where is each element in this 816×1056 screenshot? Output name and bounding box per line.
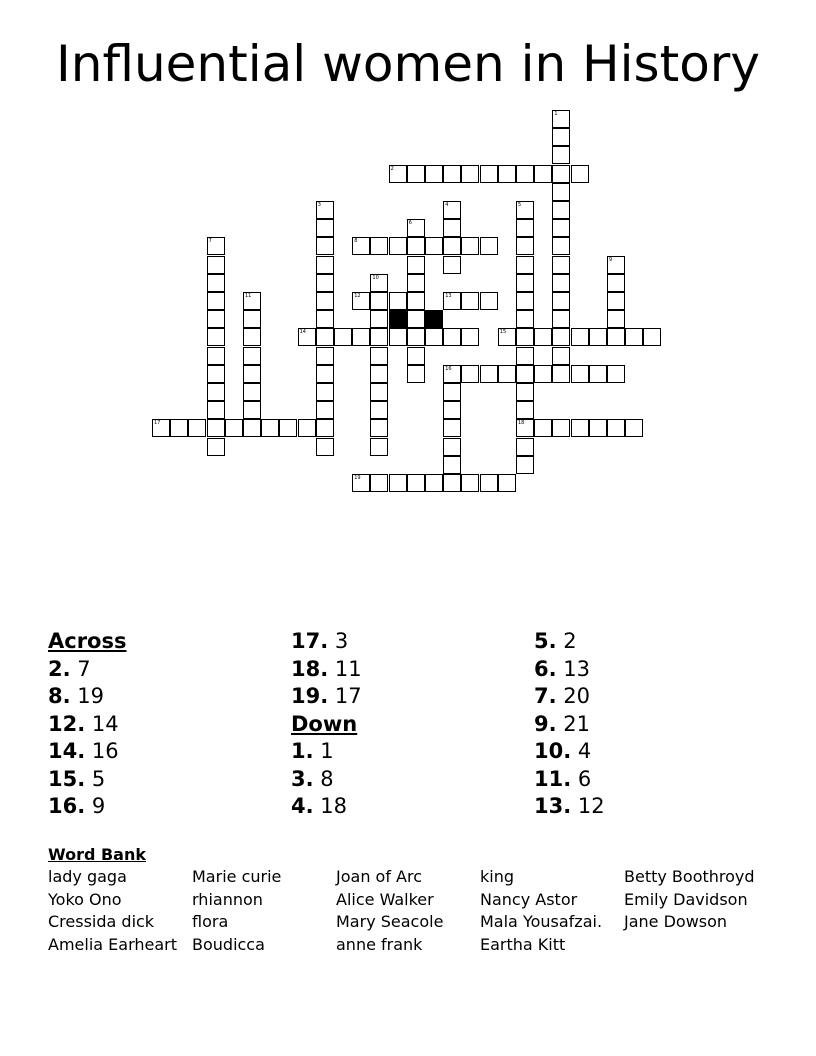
grid-cell[interactable] [370,347,388,365]
grid-cell[interactable] [425,237,443,255]
word-bank-word: Mary Seacole [336,912,444,932]
word-bank-word: rhiannon [192,889,263,909]
grid-cell[interactable] [370,274,388,292]
clue-text: 1 [320,739,334,763]
cell-number: 16 [445,365,452,372]
grid-cell[interactable] [461,474,479,492]
grid-cell[interactable] [480,365,498,383]
grid-cell[interactable] [643,328,661,346]
clue [48,683,126,711]
word-bank-word: Joan of Arc [336,867,423,886]
grid-cell[interactable] [443,292,461,310]
grid-cell[interactable] [370,310,388,328]
grid-cell[interactable] [425,165,443,183]
grid-cell[interactable] [407,274,425,292]
word-bank-word: Jane Dowson [624,912,728,932]
grid-cell[interactable] [352,474,370,492]
grid-cell[interactable] [552,183,570,201]
clue-text: 19 [77,684,105,708]
word-bank-word: Yoko Ono [48,889,122,909]
grid-cell[interactable] [571,365,589,383]
grid-cell[interactable] [607,274,625,292]
grid-cell[interactable] [443,383,461,401]
grid-cell[interactable] [625,419,643,437]
grid-cell[interactable] [552,328,570,346]
grid-cell[interactable] [552,201,570,219]
grid-cell[interactable] [480,292,498,310]
grid-cell[interactable] [516,419,534,437]
word-bank-column [336,866,443,956]
grid-cell[interactable] [370,419,388,437]
grid-cell[interactable] [207,383,225,401]
clue-text: 16 [91,739,119,763]
grid-cell[interactable] [516,456,534,474]
grid-cell[interactable] [443,165,461,183]
grid-cell[interactable] [534,365,552,383]
grid-cell[interactable] [552,146,570,164]
clue-text: 6 [577,766,592,791]
grid-cell[interactable] [516,328,534,346]
grid-cell[interactable] [316,365,334,383]
grid-cell[interactable] [370,401,388,419]
grid-cell[interactable] [552,237,570,255]
word-bank-column [624,866,755,934]
clue [48,793,126,821]
grid-cell[interactable] [443,201,461,219]
grid-cell[interactable] [607,310,625,328]
word-bank-word: Boudicca [192,934,265,954]
grid-cell[interactable] [516,401,534,419]
grid-cell[interactable] [480,474,498,492]
grid-cell[interactable] [461,237,479,255]
clue-number: 15. [48,766,86,791]
grid-cell[interactable] [298,328,316,346]
word-bank-word: Marie curie [192,867,282,886]
grid-cell[interactable] [443,219,461,237]
cell-number: 13 [445,293,452,299]
cell-number: 12 [354,293,361,299]
grid-cell[interactable] [352,237,370,255]
grid-cell[interactable] [552,274,570,292]
grid-cell[interactable] [552,419,570,437]
clue-number: 6. [534,656,557,681]
grid-cell[interactable] [552,347,570,365]
clue [291,738,362,766]
grid-cell[interactable] [480,237,498,255]
word-bank-column [480,866,602,956]
grid-cell[interactable] [589,365,607,383]
grid-cell[interactable] [443,419,461,437]
grid-cell[interactable] [316,310,334,328]
grid-cell[interactable] [188,419,206,437]
clue-text: 17 [334,684,362,708]
down-heading: Down [291,711,358,736]
grid-cell[interactable] [370,383,388,401]
cell-number: 9 [609,256,613,263]
grid-cell[interactable] [225,419,243,437]
grid-cell[interactable] [207,328,225,346]
grid-cell[interactable] [534,328,552,346]
grid-cell[interactable] [516,365,534,383]
clue-number: 7. [534,684,557,708]
grid-cell[interactable] [316,237,334,255]
clue-number: 18. [291,656,329,681]
grid-cell[interactable] [516,165,534,183]
clue [48,738,126,766]
grid-cell[interactable] [316,219,334,237]
cell-number: 3 [317,202,321,208]
grid-cell[interactable] [552,292,570,310]
grid-cell[interactable] [243,310,261,328]
clue-text: 20 [563,684,591,708]
clue-number: 3. [291,766,314,791]
grid-cell[interactable] [407,310,425,328]
grid-cell[interactable] [370,328,388,346]
word-bank-word: Amelia Earheart [48,934,178,954]
grid-cell[interactable] [516,383,534,401]
clue [534,793,605,821]
word-bank-title: Word Bank [48,845,147,864]
page-title: Influential women in History [56,35,760,93]
grid-cell[interactable] [443,456,461,474]
word-bank-word: Alice Walker [336,889,434,909]
grid-cell[interactable] [316,438,334,456]
grid-cell[interactable] [316,328,334,346]
clues-column-2 [291,628,362,821]
cell-number: 7 [208,238,212,245]
clue-number: 19. [291,684,329,708]
grid-cell[interactable] [243,401,261,419]
grid-cell[interactable] [607,365,625,383]
clue [534,656,605,684]
grid-cell[interactable] [534,419,552,437]
clue-number: 9. [534,711,557,736]
grid-cell[interactable] [552,256,570,274]
cell-number: 5 [518,202,522,208]
word-bank-word: Betty Boothroyd [624,867,755,886]
grid-cell[interactable] [279,419,297,437]
cell-number: 11 [245,293,252,299]
grid-cell[interactable] [316,201,334,219]
grid-cell[interactable] [443,365,461,383]
cell-number: 4 [445,202,449,208]
grid-cell[interactable] [352,328,370,346]
grid-cell[interactable] [461,328,479,346]
clue-number: 4. [291,794,314,818]
clue [291,656,362,684]
clue [534,628,605,656]
clue [291,683,362,711]
grid-cell[interactable] [407,292,425,310]
grid-cell[interactable] [152,419,170,437]
grid-cell[interactable] [316,401,334,419]
clue-number: 1. [291,739,314,763]
clue-text: 14 [91,711,119,736]
grid-cell[interactable] [498,365,516,383]
grid-cell[interactable] [461,165,479,183]
grid-cell[interactable] [607,419,625,437]
cell-number: 17 [154,420,161,427]
grid-cell[interactable] [443,401,461,419]
grid-cell[interactable] [298,419,316,437]
cell-number: 8 [354,238,358,245]
clue [534,711,605,739]
grid-cell[interactable] [207,347,225,365]
grid-cell[interactable] [516,219,534,237]
grid-cell[interactable] [407,165,425,183]
clue-text: 3 [334,629,349,653]
grid-cell[interactable] [261,419,279,437]
grid-cell[interactable] [534,165,552,183]
grid-cell[interactable] [407,365,425,383]
grid-cell[interactable] [407,256,425,274]
grid-cell[interactable] [207,256,225,274]
black-cell [425,310,443,328]
grid-cell[interactable] [352,292,370,310]
grid-cell[interactable] [571,419,589,437]
clue-number: 16. [48,794,86,818]
cell-number: 15 [499,329,507,336]
grid-cell[interactable] [552,165,570,183]
grid-cell[interactable] [552,365,570,383]
across-heading: Across [48,629,127,653]
grid-cell[interactable] [207,438,225,456]
grid-cell[interactable] [316,419,334,437]
cell-number: 6 [408,220,412,227]
clue [48,656,126,684]
clue-number: 13. [534,794,572,818]
clue-text: 11 [334,656,362,681]
clue-number: 8. [48,684,71,708]
clue-text: 4 [577,739,592,763]
cell-number: 19 [354,475,361,481]
grid-cell[interactable] [516,347,534,365]
grid-cell[interactable] [552,310,570,328]
grid-cell[interactable] [571,328,589,346]
word-bank-column [48,866,177,956]
clue [291,793,362,821]
grid-cell[interactable] [443,438,461,456]
clue-text: 12 [577,794,605,818]
grid-cell[interactable] [516,256,534,274]
grid-cell[interactable] [516,201,534,219]
grid-cell[interactable] [370,474,388,492]
clue [534,738,605,766]
grid-cell[interactable] [370,237,388,255]
grid-cell[interactable] [389,237,407,255]
clue-number: 2. [48,656,71,681]
word-bank-column [192,866,281,956]
grid-cell[interactable] [607,256,625,274]
grid-cell[interactable] [498,328,516,346]
grid-cell[interactable] [425,328,443,346]
grid-cell[interactable] [571,165,589,183]
word-bank-word: Eartha Kitt [480,934,566,954]
clue [291,628,362,656]
clue-text: 21 [563,711,591,736]
grid-cell[interactable] [207,419,225,437]
grid-cell[interactable] [552,110,570,128]
clue [291,766,362,794]
clues-column-1 [48,628,126,821]
grid-cell[interactable] [498,165,516,183]
clue-number: 14. [48,739,86,763]
grid-cell[interactable] [207,365,225,383]
cell-number: 14 [299,329,306,336]
grid-cell[interactable] [407,219,425,237]
cell-number: 1 [554,111,558,117]
grid-cell[interactable] [370,365,388,383]
grid-cell[interactable] [334,328,352,346]
clue-text: 8 [320,766,334,791]
grid-cell[interactable] [498,474,516,492]
grid-cell[interactable] [207,274,225,292]
grid-cell[interactable] [480,165,498,183]
grid-cell[interactable] [607,328,625,346]
grid-cell[interactable] [407,474,425,492]
grid-cell[interactable] [443,328,461,346]
grid-cell[interactable] [243,419,261,437]
clue [534,766,605,794]
grid-cell[interactable] [207,292,225,310]
clue-number: 5. [534,629,557,653]
grid-cell[interactable] [243,328,261,346]
grid-cell[interactable] [443,237,461,255]
word-bank-word: anne frank [336,934,423,954]
clue [534,683,605,711]
grid-cell[interactable] [389,292,407,310]
grid-cell[interactable] [443,474,461,492]
word-bank-word: flora [192,912,229,932]
clue-number: 11. [534,766,572,791]
grid-cell[interactable] [625,328,643,346]
grid-cell[interactable] [207,401,225,419]
clues-column-3 [534,628,605,821]
clue-text: 18 [320,794,348,818]
grid-cell[interactable] [516,310,534,328]
cell-number: 2 [390,165,394,172]
grid-cell[interactable] [316,383,334,401]
cell-number: 10 [372,274,379,281]
word-bank-word: lady gaga [48,867,127,886]
grid-cell[interactable] [443,256,461,274]
grid-cell[interactable] [589,419,607,437]
grid-cell[interactable] [316,292,334,310]
word-bank-word: Mala Yousafzai. [480,912,603,932]
grid-cell[interactable] [316,274,334,292]
grid-cell[interactable] [243,383,261,401]
grid-cell[interactable] [243,292,261,310]
word-bank-word: king [480,867,515,886]
grid-cell[interactable] [243,365,261,383]
grid-cell[interactable] [589,328,607,346]
clue-text: 5 [91,766,106,791]
grid-cell[interactable] [552,128,570,146]
clue-text: 7 [77,656,91,681]
clue-text: 13 [563,656,591,681]
grid-cell[interactable] [607,292,625,310]
grid-cell[interactable] [370,292,388,310]
grid-cell[interactable] [407,347,425,365]
grid-cell[interactable] [516,438,534,456]
clue [48,711,126,739]
grid-cell[interactable] [516,274,534,292]
grid-cell[interactable] [516,292,534,310]
grid-cell[interactable] [207,237,225,255]
clue-number: 17. [291,629,329,653]
grid-cell[interactable] [316,256,334,274]
grid-cell[interactable] [425,474,443,492]
grid-cell[interactable] [389,328,407,346]
clue [48,766,126,794]
grid-cell[interactable] [516,237,534,255]
word-bank-word: Cressida dick [48,912,155,932]
word-bank-word: Nancy Astor [480,889,578,909]
grid-cell[interactable] [243,347,261,365]
grid-cell[interactable] [370,438,388,456]
grid-cell[interactable] [316,347,334,365]
clue-number: 12. [48,711,86,736]
grid-cell[interactable] [461,292,479,310]
grid-cell[interactable] [389,165,407,183]
word-bank-word: Emily Davidson [624,889,748,909]
black-cell [389,310,407,328]
grid-cell[interactable] [552,219,570,237]
clue-number: 10. [534,739,572,763]
clue-text: 9 [91,794,106,818]
grid-cell[interactable] [389,474,407,492]
grid-cell[interactable] [407,237,425,255]
clue-text: 2 [563,629,577,653]
grid-cell[interactable] [461,365,479,383]
cell-number: 18 [518,420,525,427]
grid-cell[interactable] [407,328,425,346]
grid-cell[interactable] [170,419,188,437]
grid-cell[interactable] [207,310,225,328]
